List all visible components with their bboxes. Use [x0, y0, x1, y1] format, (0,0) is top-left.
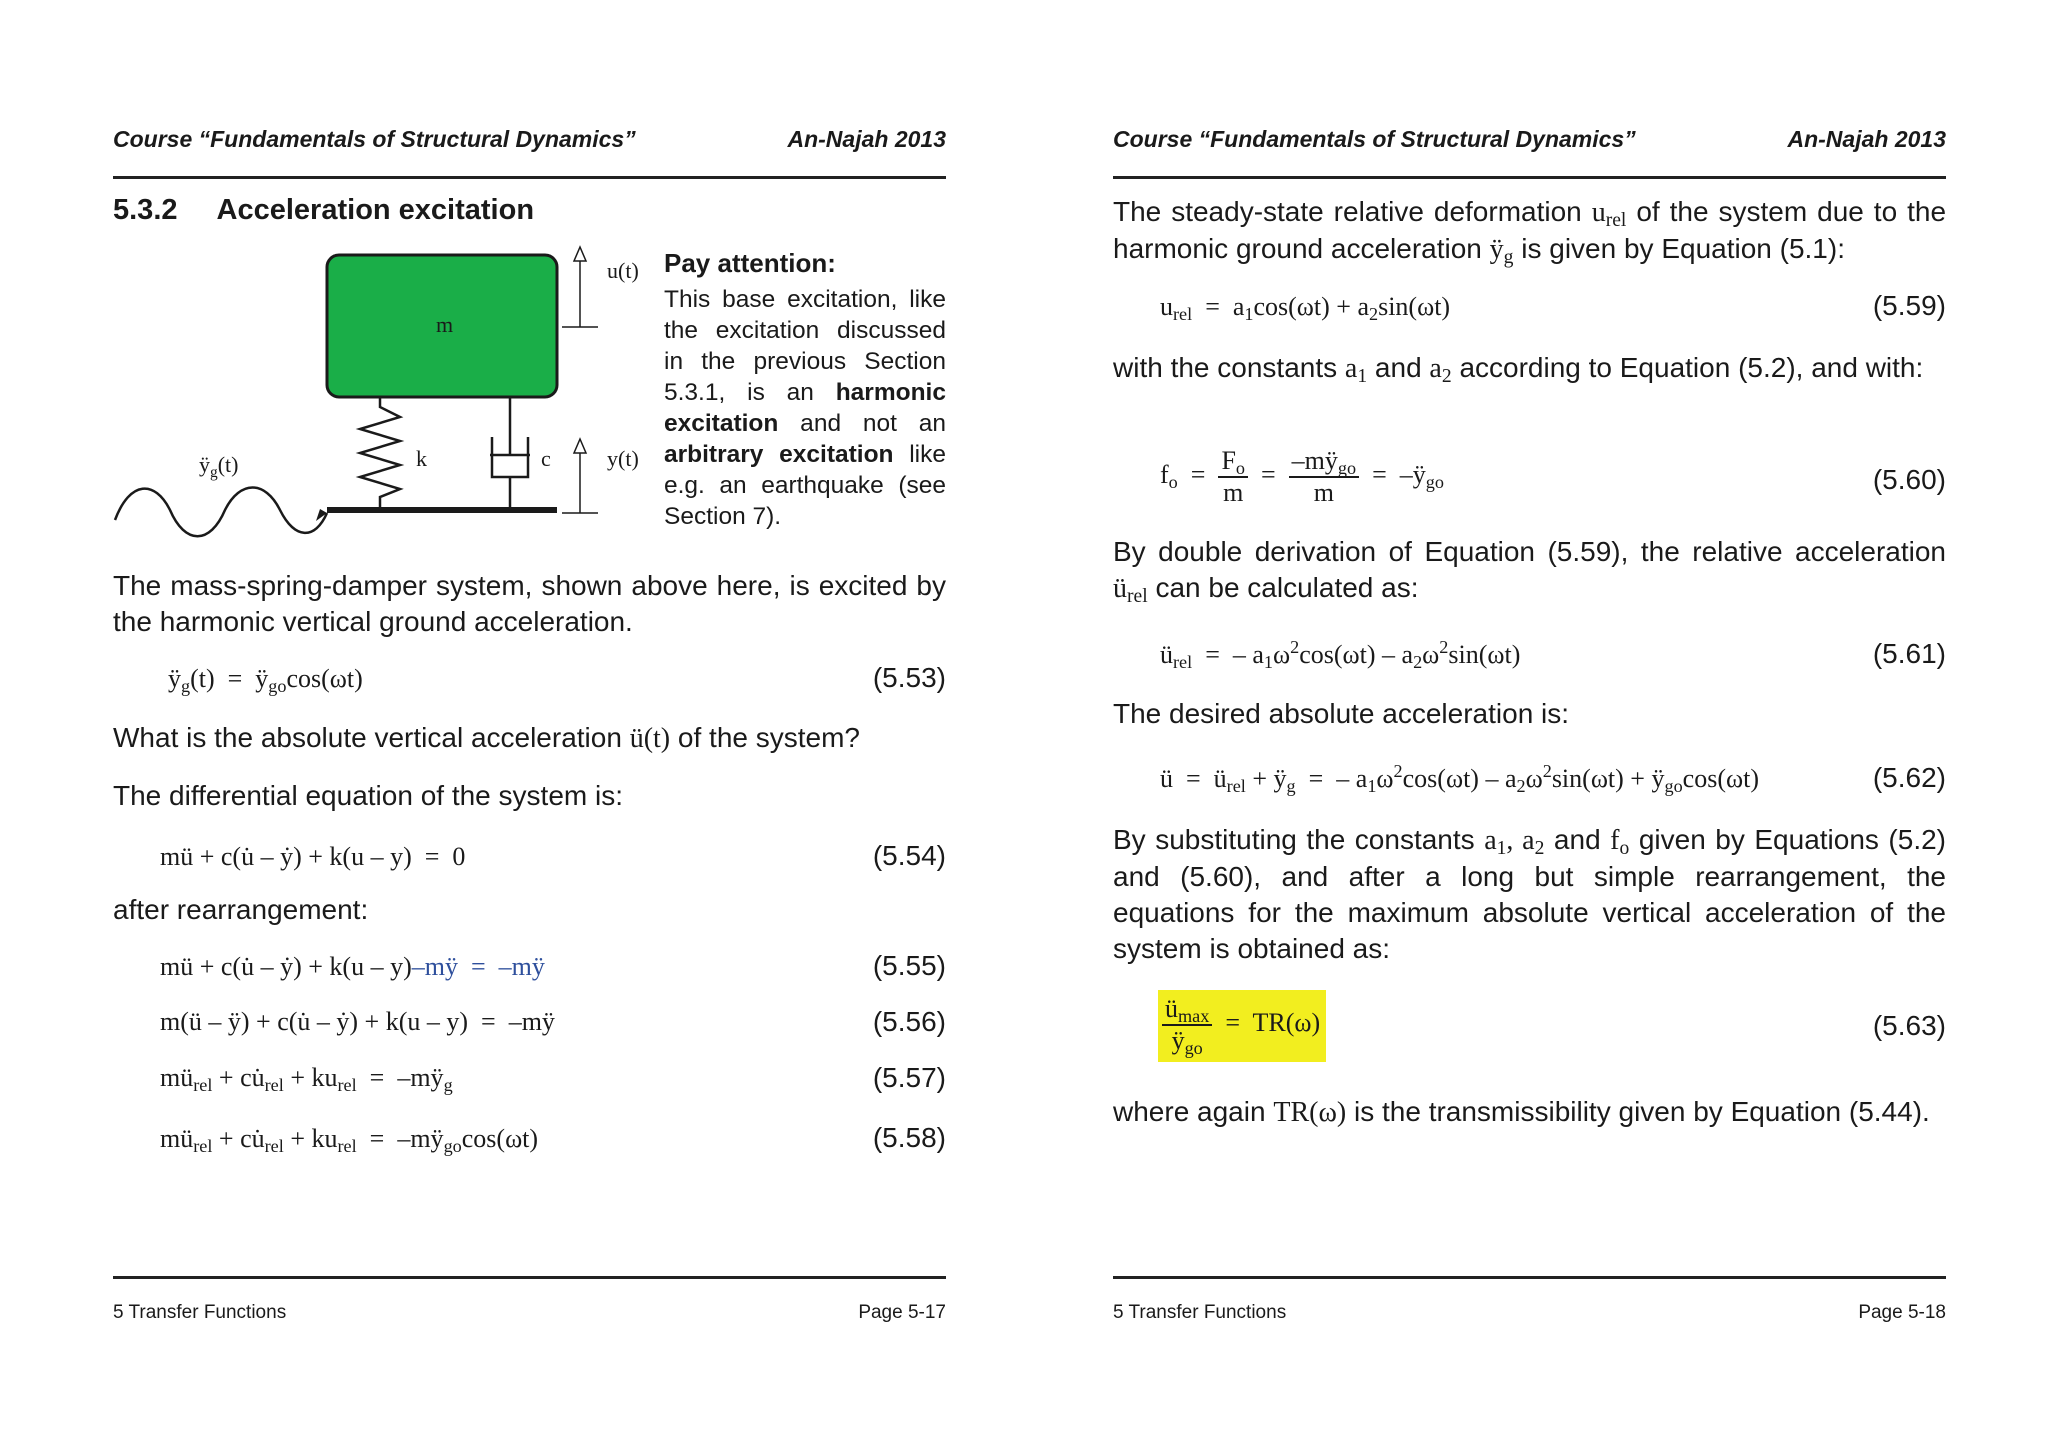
ground-accel-label: $ÿ_g(t)$: [199, 452, 239, 481]
right-header-course: Course “Fundamentals of Structural Dynamics”: [1113, 126, 1636, 152]
left-footer-rule: [113, 1276, 946, 1279]
u-coordinate: [562, 247, 598, 327]
right-paragraph-constants: with the constants $a_1$ and $a_2$ according to Equation (5.2), and with:: [1113, 352, 1924, 387]
note-text: This base excitation, like the excitation discussed in the previous Section 5.3.1, is an harmonic excitation and not an arbitrary excitation like e.g. an earthquake (see Section 7).: [664, 286, 946, 530]
mass-spring-damper-figure: [110, 245, 650, 555]
ground-wave: [115, 488, 327, 537]
ground-plate: [327, 507, 557, 513]
left-header-course: Course “Fundamentals of Structural Dynamics”: [113, 126, 636, 152]
section-title: Acceleration excitation: [216, 194, 535, 226]
equation-number-5-55: (5.55): [872, 950, 946, 981]
right-paragraph-deformation: The steady-state relative deformation $u_{rel}$ of the system due to the harmonic ground acceleration $ÿ_g$ is given by Equation (5.1):: [1113, 196, 1947, 268]
equation-number-5-57: (5.57): [872, 1062, 946, 1093]
equation-number-5-63: (5.63): [1872, 1010, 1946, 1041]
left-question: What is the absolute vertical acceleration ü(t) of the system?: [113, 722, 861, 754]
equation-number-5-59: (5.59): [1872, 290, 1946, 321]
equation-5-55: mü + c(u̇ – ẏ) + k(u – y)–mÿ = –mÿ: [160, 952, 545, 981]
equation-number-5-61: (5.61): [1872, 638, 1946, 669]
left-footer-page: Page 5-17: [858, 1302, 946, 1323]
left-header-place: An-Najah 2013: [787, 126, 946, 152]
left-paragraph-rearrangement: after rearrangement:: [113, 894, 369, 925]
spring: [360, 397, 400, 509]
right-header-rule: [1113, 176, 1946, 179]
right-header-place: An-Najah 2013: [1787, 126, 1946, 152]
equation-number-5-53: (5.53): [872, 662, 946, 693]
right-paragraph-transmissibility: where again TR(ω) is the transmissibility given by Equation (5.44).: [1113, 1096, 1930, 1128]
mass-label: m: [436, 312, 454, 337]
equation-number-5-54: (5.54): [872, 840, 946, 871]
equation-5-54: mü + c(u̇ – ẏ) + k(u – y) = 0: [160, 842, 466, 871]
equation-5-53: $ÿ_g(t)$ = $ÿ_{go}\cos(\omega t)$: [168, 664, 363, 696]
equation-5-63: $\frac{ü_{max}}{ÿ_{go}}$ = TR(ω): [1158, 990, 1326, 1062]
right-paragraph-derivation: By double derivation of Equation (5.59), the relative acceleration $ü_{rel}$ can be calculated as:: [1113, 536, 1946, 607]
equation-5-58: $mü_{rel}$ + $cu̇_{rel} + ku_{rel}$ = $-mÿ_{go}\cos(\omega t)$: [160, 1124, 539, 1156]
equation-number-5-58: (5.58): [872, 1122, 946, 1153]
section-heading: [113, 194, 534, 227]
equation-number-5-56: (5.56): [872, 1006, 946, 1037]
equation-number-5-60: (5.60): [1872, 464, 1946, 495]
equation-number-5-62: (5.62): [1872, 762, 1946, 793]
y-coordinate: [562, 439, 598, 513]
equation-5-62: ü = $ü_{rel}$ + $ÿ_g$ = – $a_1\omega^2\cos(\omega t) - a_2\omega^2\sin(\omega t)$ + $ÿ_{go}\cos(\omega t)$: [1160, 761, 1759, 796]
damper-label: c: [541, 446, 551, 471]
left-paragraph-differential: The differential equation of the system is:: [113, 780, 623, 811]
equation-5-57: $mü_{rel}$ + $cu̇_{rel} + ku_{rel}$ = $-mÿ_g$: [160, 1063, 453, 1095]
right-paragraph-substitution: By substituting the constants $a_1$, $a_2$ and $f_o$ given by Equations (5.2) and (5.60), and after a long but simple rearrangement, the equations for the maximum absolute vertical acceleration of the system is obtained as:: [1113, 824, 1947, 964]
note-title: Pay attention:: [664, 248, 836, 278]
left-footer-chapter: 5 Transfer Functions: [113, 1302, 287, 1323]
spring-label: k: [416, 446, 427, 471]
equation-5-60: $f_o$ = $\frac{F_o}{m}$ = $\frac{-mÿ_{go}}{m}$ = $-ÿ_{go}$: [1160, 446, 1444, 507]
right-footer-rule: [1113, 1276, 1946, 1279]
y-label: y(t): [607, 446, 639, 471]
equation-5-61: $ü_{rel}$ = – $a_1\omega^2\cos(\omega t) - a_2\omega^2\sin(\omega t)$: [1160, 637, 1521, 672]
attention-note: [664, 246, 946, 532]
equation-5-59: $u_{rel} = a_1\cos(\omega t) + a_2\sin(\omega t)$: [1160, 292, 1451, 324]
right-paragraph-absolute: The desired absolute acceleration is:: [1113, 698, 1570, 729]
left-paragraph-intro: The mass-spring-damper system, shown above here, is excited by the harmonic vertical ground acceleration.: [113, 570, 946, 637]
equation-5-56: m(ü – ÿ) + c(u̇ – ẏ) + k(u – y) = –mÿ: [160, 1007, 555, 1036]
right-footer-page: Page 5-18: [1858, 1302, 1946, 1323]
right-footer-chapter: 5 Transfer Functions: [1113, 1302, 1287, 1323]
section-number: 5.3.2: [113, 194, 178, 226]
damper: [490, 397, 530, 509]
u-label: u(t): [607, 258, 639, 283]
left-header-rule: [113, 176, 946, 179]
